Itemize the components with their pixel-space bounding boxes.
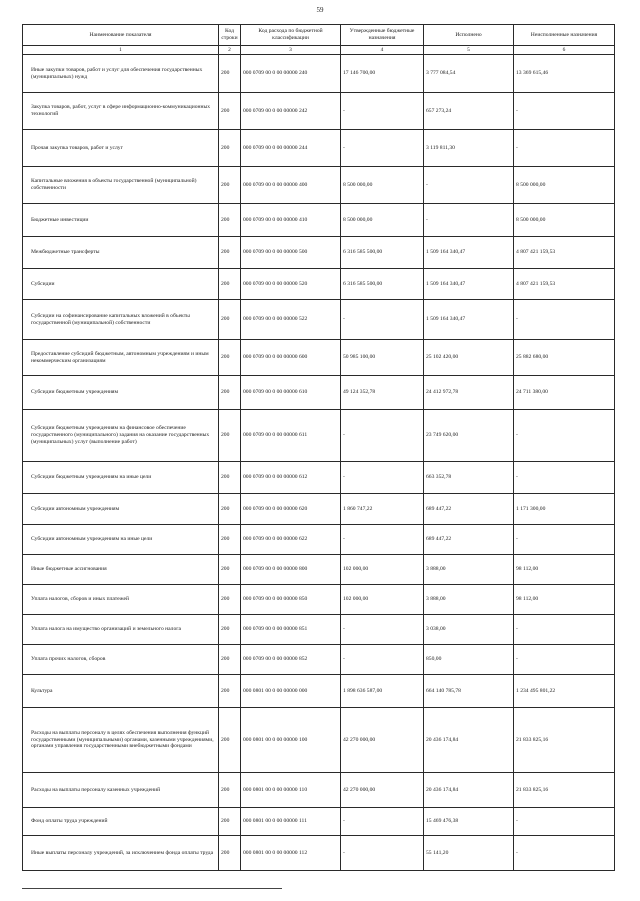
header-approved: Утвержденные бюджетные назначения xyxy=(341,25,424,46)
row-unexecuted: 4 807 421 159,53 xyxy=(514,237,615,269)
row-expense-code: 000 0709 00 0 00 00000 850 xyxy=(241,585,341,615)
row-line-code: 200 xyxy=(219,708,241,773)
row-unexecuted: 1 234 495 801,22 xyxy=(514,675,615,708)
header-row xyxy=(23,25,615,46)
table-row xyxy=(23,204,615,237)
row-executed: 689 447,22 xyxy=(424,525,514,555)
row-expense-code: 000 0709 00 0 00 00000 620 xyxy=(241,494,341,525)
page-number: 59 xyxy=(316,6,324,14)
table-row xyxy=(23,462,615,494)
footer-rule xyxy=(22,888,282,889)
row-unexecuted: - xyxy=(514,300,615,340)
row-line-code: 200 xyxy=(219,130,241,167)
row-unexecuted: 98 112,00 xyxy=(514,555,615,585)
row-name: Уплата налога на имущество организаций и земельного налога xyxy=(23,615,219,645)
column-index: 5 xyxy=(424,46,514,55)
table-row xyxy=(23,615,615,645)
row-name: Капитальные вложения в объекты государственной (муниципальной) собственности xyxy=(23,167,219,204)
row-approved: 42 270 000,00 xyxy=(341,708,424,773)
row-executed: 850,00 xyxy=(424,645,514,675)
row-approved: 1 898 636 587,00 xyxy=(341,675,424,708)
row-approved: 17 146 700,00 xyxy=(341,55,424,93)
table-row xyxy=(23,93,615,130)
row-expense-code: 000 0709 00 0 00 00000 500 xyxy=(241,237,341,269)
row-name: Субсидии автономным учреждениям xyxy=(23,494,219,525)
row-name: Межбюджетные трансферты xyxy=(23,237,219,269)
table-row xyxy=(23,269,615,300)
row-approved: 8 500 000,00 xyxy=(341,204,424,237)
row-name: Субсидии xyxy=(23,269,219,300)
row-unexecuted: 21 833 825,16 xyxy=(514,708,615,773)
row-name: Фонд оплаты труда учреждений xyxy=(23,808,219,836)
row-approved: 102 000,00 xyxy=(341,585,424,615)
column-index: 1 xyxy=(23,46,219,55)
row-unexecuted: - xyxy=(514,410,615,462)
column-index: 3 xyxy=(241,46,341,55)
row-expense-code: 000 0801 00 0 00 00000 000 xyxy=(241,675,341,708)
row-expense-code: 000 0709 00 0 00 00000 242 xyxy=(241,93,341,130)
row-expense-code: 000 0801 00 0 00 00000 111 xyxy=(241,808,341,836)
row-name: Субсидии бюджетным учреждениям xyxy=(23,376,219,410)
row-line-code: 200 xyxy=(219,376,241,410)
table-row xyxy=(23,340,615,376)
row-approved: - xyxy=(341,93,424,130)
row-approved: 50 985 100,00 xyxy=(341,340,424,376)
row-expense-code: 000 0709 00 0 00 00000 610 xyxy=(241,376,341,410)
row-unexecuted: 8 500 000,00 xyxy=(514,167,615,204)
row-unexecuted: 13 369 615,46 xyxy=(514,55,615,93)
row-executed: 25 102 420,00 xyxy=(424,340,514,376)
row-line-code: 200 xyxy=(219,167,241,204)
table-row xyxy=(23,494,615,525)
table-row xyxy=(23,300,615,340)
row-executed: 3 038,00 xyxy=(424,615,514,645)
row-executed: 3 888,00 xyxy=(424,585,514,615)
row-unexecuted: - xyxy=(514,808,615,836)
table-row xyxy=(23,237,615,269)
header-expense-code: Код расхода по бюджетной классификации xyxy=(241,25,341,46)
row-executed: 664 140 785,78 xyxy=(424,675,514,708)
header-line-code: Код строки xyxy=(219,25,241,46)
row-name: Иные бюджетные ассигнования xyxy=(23,555,219,585)
row-expense-code: 000 0709 00 0 00 00000 520 xyxy=(241,269,341,300)
row-executed: - xyxy=(424,167,514,204)
row-name: Иные закупки товаров, работ и услуг для обеспечения государственных (муниципальных) нужд xyxy=(23,55,219,93)
row-executed: 55 141,20 xyxy=(424,836,514,871)
row-name: Предоставление субсидий бюджетным, автономным учреждениям и иным некоммерческим организациям xyxy=(23,340,219,376)
row-line-code: 200 xyxy=(219,237,241,269)
table-row xyxy=(23,555,615,585)
row-line-code: 200 xyxy=(219,808,241,836)
table-row xyxy=(23,675,615,708)
row-line-code: 200 xyxy=(219,585,241,615)
row-unexecuted: 8 500 000,00 xyxy=(514,204,615,237)
row-expense-code: 000 0801 00 0 00 00000 100 xyxy=(241,708,341,773)
row-executed: 23 749 620,00 xyxy=(424,410,514,462)
row-line-code: 200 xyxy=(219,645,241,675)
row-unexecuted: 21 833 825,16 xyxy=(514,773,615,808)
row-unexecuted: 1 171 300,00 xyxy=(514,494,615,525)
row-approved: - xyxy=(341,130,424,167)
row-unexecuted: - xyxy=(514,645,615,675)
row-expense-code: 000 0709 00 0 00 00000 244 xyxy=(241,130,341,167)
table-row xyxy=(23,410,615,462)
row-executed: 20 436 174,84 xyxy=(424,773,514,808)
row-line-code: 200 xyxy=(219,204,241,237)
row-executed: 689 447,22 xyxy=(424,494,514,525)
table-row xyxy=(23,525,615,555)
row-expense-code: 000 0709 00 0 00 00000 612 xyxy=(241,462,341,494)
row-approved: - xyxy=(341,645,424,675)
table-row xyxy=(23,773,615,808)
row-approved: - xyxy=(341,462,424,494)
row-executed: 3 119 811,30 xyxy=(424,130,514,167)
row-unexecuted: - xyxy=(514,93,615,130)
row-name: Расходы на выплаты персоналу в целях обеспечения выполнения функций государственными (муниципальными) органами, казенными учреждениями, органами управления государственными внебюджетными фондами xyxy=(23,708,219,773)
row-line-code: 200 xyxy=(219,675,241,708)
row-expense-code: 000 0709 00 0 00 00000 400 xyxy=(241,167,341,204)
row-line-code: 200 xyxy=(219,525,241,555)
row-name: Прочая закупка товаров, работ и услуг xyxy=(23,130,219,167)
header-executed: Исполнено xyxy=(424,25,514,46)
row-expense-code: 000 0709 00 0 00 00000 851 xyxy=(241,615,341,645)
row-line-code: 200 xyxy=(219,836,241,871)
table-row xyxy=(23,645,615,675)
table-row xyxy=(23,585,615,615)
row-unexecuted: - xyxy=(514,462,615,494)
row-executed: 663 352,78 xyxy=(424,462,514,494)
row-expense-code: 000 0709 00 0 00 00000 410 xyxy=(241,204,341,237)
row-executed: - xyxy=(424,204,514,237)
row-approved: - xyxy=(341,836,424,871)
column-index-row xyxy=(23,46,615,55)
row-executed: 1 509 164 340,47 xyxy=(424,269,514,300)
row-name: Расходы на выплаты персоналу казенных учреждений xyxy=(23,773,219,808)
table-row xyxy=(23,130,615,167)
table-row xyxy=(23,708,615,773)
row-executed: 15 469 476,38 xyxy=(424,808,514,836)
table-row xyxy=(23,808,615,836)
row-approved: - xyxy=(341,410,424,462)
header-indicator-name: Наименование показателя xyxy=(23,25,219,46)
row-unexecuted: 24 711 380,00 xyxy=(514,376,615,410)
row-name: Субсидии автономным учреждениям на иные цели xyxy=(23,525,219,555)
row-name: Бюджетные инвестиции xyxy=(23,204,219,237)
row-approved: 102 000,00 xyxy=(341,555,424,585)
row-executed: 20 436 174,84 xyxy=(424,708,514,773)
row-approved: 6 316 585 500,00 xyxy=(341,269,424,300)
row-unexecuted: 25 882 680,00 xyxy=(514,340,615,376)
row-unexecuted: - xyxy=(514,615,615,645)
column-index: 2 xyxy=(219,46,241,55)
row-approved: - xyxy=(341,525,424,555)
row-line-code: 200 xyxy=(219,269,241,300)
header-unexecuted: Неисполненные назначения xyxy=(514,25,615,46)
row-expense-code: 000 0709 00 0 00 00000 600 xyxy=(241,340,341,376)
row-line-code: 200 xyxy=(219,462,241,494)
row-name: Уплата налогов, сборов и иных платежей xyxy=(23,585,219,615)
row-unexecuted: 4 807 421 159,53 xyxy=(514,269,615,300)
row-executed: 3 777 084,54 xyxy=(424,55,514,93)
row-expense-code: 000 0709 00 0 00 00000 240 xyxy=(241,55,341,93)
row-line-code: 200 xyxy=(219,340,241,376)
table-row xyxy=(23,55,615,93)
row-approved: 42 270 000,00 xyxy=(341,773,424,808)
row-approved: 8 500 000,00 xyxy=(341,167,424,204)
row-approved: - xyxy=(341,300,424,340)
row-expense-code: 000 0709 00 0 00 00000 800 xyxy=(241,555,341,585)
column-index: 4 xyxy=(341,46,424,55)
row-line-code: 200 xyxy=(219,93,241,130)
row-unexecuted: - xyxy=(514,525,615,555)
row-approved: 1 860 747,22 xyxy=(341,494,424,525)
row-executed: 1 509 164 340,47 xyxy=(424,300,514,340)
row-expense-code: 000 0709 00 0 00 00000 622 xyxy=(241,525,341,555)
row-approved: 49 124 352,78 xyxy=(341,376,424,410)
row-expense-code: 000 0801 00 0 00 00000 112 xyxy=(241,836,341,871)
row-approved: - xyxy=(341,615,424,645)
row-name: Уплата прочих налогов, сборов xyxy=(23,645,219,675)
row-unexecuted: - xyxy=(514,836,615,871)
row-approved: 6 316 585 500,00 xyxy=(341,237,424,269)
row-line-code: 200 xyxy=(219,773,241,808)
row-expense-code: 000 0801 00 0 00 00000 110 xyxy=(241,773,341,808)
column-index: 6 xyxy=(514,46,615,55)
row-name: Закупка товаров, работ, услуг в сфере информационно-коммуникационных технологий xyxy=(23,93,219,130)
table-row xyxy=(23,167,615,204)
row-name: Субсидии бюджетным учреждениям на финансовое обеспечение государственного (муниципального) задания на оказание государственных (муниципальных) услуг (выполнение работ) xyxy=(23,410,219,462)
row-line-code: 200 xyxy=(219,615,241,645)
row-line-code: 200 xyxy=(219,555,241,585)
row-name: Культура xyxy=(23,675,219,708)
table-row xyxy=(23,836,615,871)
row-line-code: 200 xyxy=(219,410,241,462)
table-row xyxy=(23,376,615,410)
row-approved: - xyxy=(341,808,424,836)
row-expense-code: 000 0709 00 0 00 00000 522 xyxy=(241,300,341,340)
row-executed: 3 888,00 xyxy=(424,555,514,585)
row-unexecuted: - xyxy=(514,130,615,167)
row-executed: 1 509 164 340,47 xyxy=(424,237,514,269)
row-name: Субсидии бюджетным учреждениям на иные цели xyxy=(23,462,219,494)
row-line-code: 200 xyxy=(219,494,241,525)
row-line-code: 200 xyxy=(219,300,241,340)
row-line-code: 200 xyxy=(219,55,241,93)
row-executed: 657 273,24 xyxy=(424,93,514,130)
row-unexecuted: 98 112,00 xyxy=(514,585,615,615)
row-executed: 24 412 972,78 xyxy=(424,376,514,410)
row-name: Субсидии на софинансирование капитальных вложений в объекты государственной (муниципальной) собственности xyxy=(23,300,219,340)
row-name: Иные выплаты персоналу учреждений, за исключением фонда оплаты труда xyxy=(23,836,219,871)
row-expense-code: 000 0709 00 0 00 00000 611 xyxy=(241,410,341,462)
budget-execution-table xyxy=(22,24,615,871)
row-expense-code: 000 0709 00 0 00 00000 852 xyxy=(241,645,341,675)
